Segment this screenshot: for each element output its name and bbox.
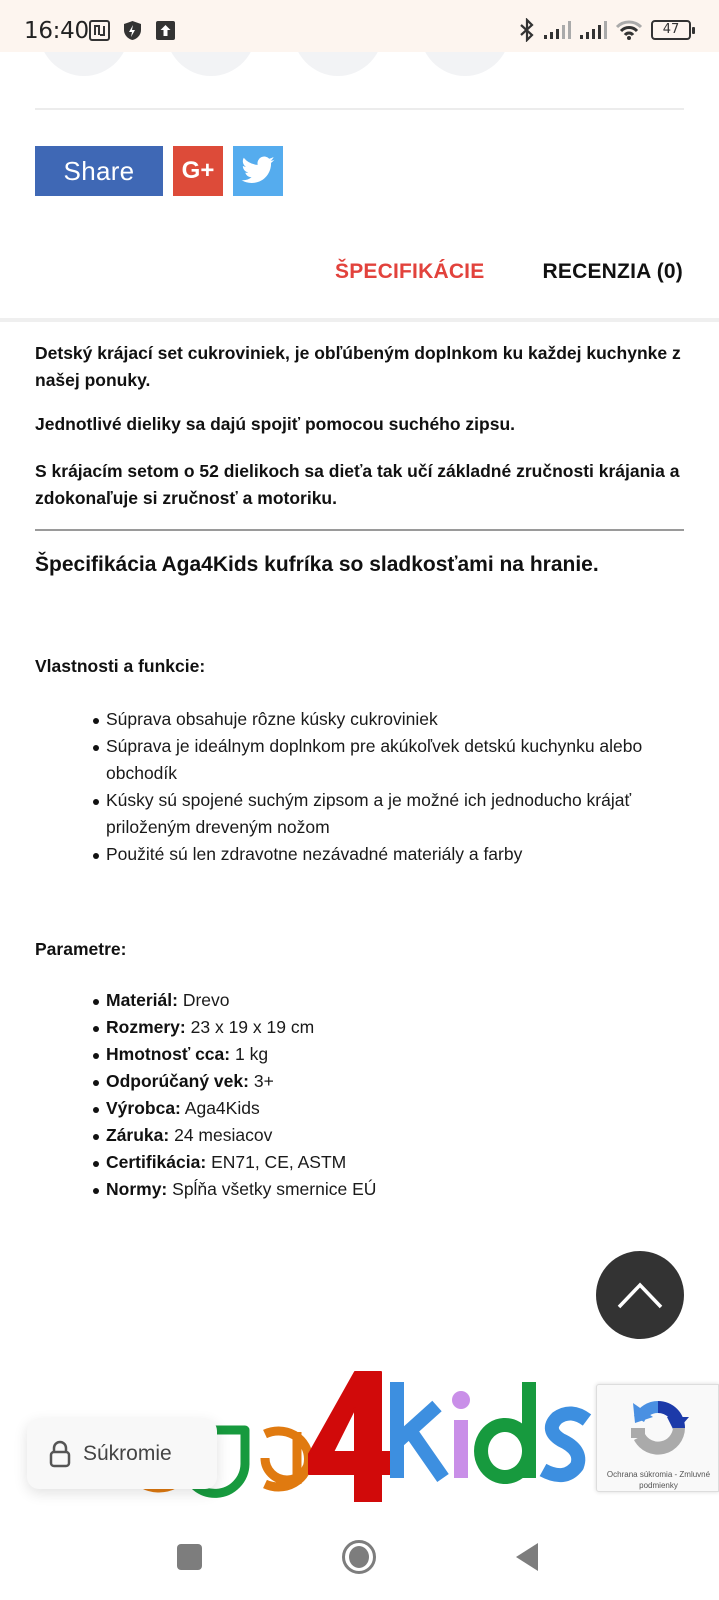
param-value: 3+ [253,1071,274,1091]
back-button[interactable] [516,1543,538,1571]
param-value: Aga4Kids [184,1098,260,1118]
chevron-up-icon [616,1280,664,1310]
list-item: Súprava obsahuje rôzne kúsky cukroviniek [106,706,686,733]
recaptcha-icon [625,1395,691,1461]
param-item [106,1014,686,1041]
privacy-label: Súkromie [83,1442,172,1465]
home-icon [349,1546,369,1568]
recents-button[interactable] [177,1544,202,1570]
param-value: 1 kg [234,1044,269,1064]
features-list [106,706,686,868]
signal-icon [543,20,571,40]
param-value: 24 mesiacov [174,1125,273,1145]
param-item [106,987,686,1014]
logo-letter-d [481,1382,529,1478]
privacy-settings-button[interactable] [27,1419,217,1489]
recaptcha-links[interactable]: Ochrana súkromia - Zmluvné podmienky [606,1470,711,1490]
specification-title: Špecifikácia Aga4Kids kufríka so sladkosťami na hranie. [35,553,599,576]
param-value: EN71, CE, ASTM [211,1152,347,1172]
param-key: Normy: [106,1179,168,1199]
twitter-share-button[interactable] [233,146,283,196]
logo-digit-4 [309,1372,395,1502]
list-item: Kúsky sú spojené suchým zipsom a je možné ich jednoducho krájať priloženým dreveným nožom [106,787,686,841]
divider [35,108,684,110]
section-divider [35,529,684,531]
scroll-to-top-button[interactable] [596,1251,684,1339]
recaptcha-badge[interactable] [596,1384,719,1492]
param-value: Drevo [182,990,230,1010]
param-item [106,1041,686,1068]
params-list [106,987,686,1203]
logo-letter-a [265,1431,309,1487]
param-item [106,1095,686,1122]
logo-letter-k [397,1382,443,1478]
home-button[interactable] [342,1540,376,1574]
signal-icon [579,20,607,40]
description-paragraph: Jednotlivé dieliky sa dajú spojiť pomocou suchého zipsu. [35,414,516,434]
param-key: Certifikácia: [106,1152,207,1172]
params-heading: Parametre: [35,939,127,959]
param-value: Spĺňa všetky smernice EÚ [172,1179,377,1199]
tabs-divider [0,318,719,322]
battery-level: 47 [662,22,680,37]
battery-icon [651,20,691,40]
param-key: Hmotnosť cca: [106,1044,231,1064]
wifi-icon [615,19,643,41]
param-key: Záruka: [106,1125,170,1145]
lock-icon [49,1440,71,1468]
features-heading: Vlastnosti a funkcie: [35,656,206,676]
param-key: Materiál: [106,990,178,1010]
shield-bolt-icon [122,20,143,41]
upload-icon [155,20,176,41]
param-item [106,1176,686,1203]
param-key: Odporúčaný vek: [106,1071,249,1091]
description-paragraph: Detský krájací set cukroviniek, je obľúbeným doplnkom ku každej kuchynke z našej ponuky. [35,343,681,390]
tab-reviews[interactable]: RECENZIA (0) [542,260,683,283]
param-item [106,1122,686,1149]
param-item [106,1068,686,1095]
status-time: 16:40 [24,18,89,44]
tab-specifications[interactable]: ŠPECIFIKÁCIE [335,260,485,283]
facebook-share-button[interactable]: Share [35,146,163,196]
param-item [106,1149,686,1176]
list-item: Použité sú len zdravotne nezávadné materiály a farby [106,841,686,868]
logo-letter-s [543,1413,587,1475]
param-value: 23 x 19 x 19 cm [190,1017,315,1037]
param-key: Rozmery: [106,1017,186,1037]
twitter-bird-icon [240,156,276,186]
google-plus-share-button[interactable]: G+ [173,146,223,196]
bluetooth-icon [519,18,535,42]
param-key: Výrobca: [106,1098,181,1118]
nfc-icon [89,20,110,41]
list-item: Súprava je ideálnym doplnkom pre akúkoľvek detskú kuchynku alebo obchodík [106,733,686,787]
status-bar [0,0,719,52]
description-paragraph: S krájacím setom o 52 dielikoch sa dieťa tak učí základné zručnosti krájania a zdokonaľuje si zručnosť a motoriku. [35,461,680,508]
